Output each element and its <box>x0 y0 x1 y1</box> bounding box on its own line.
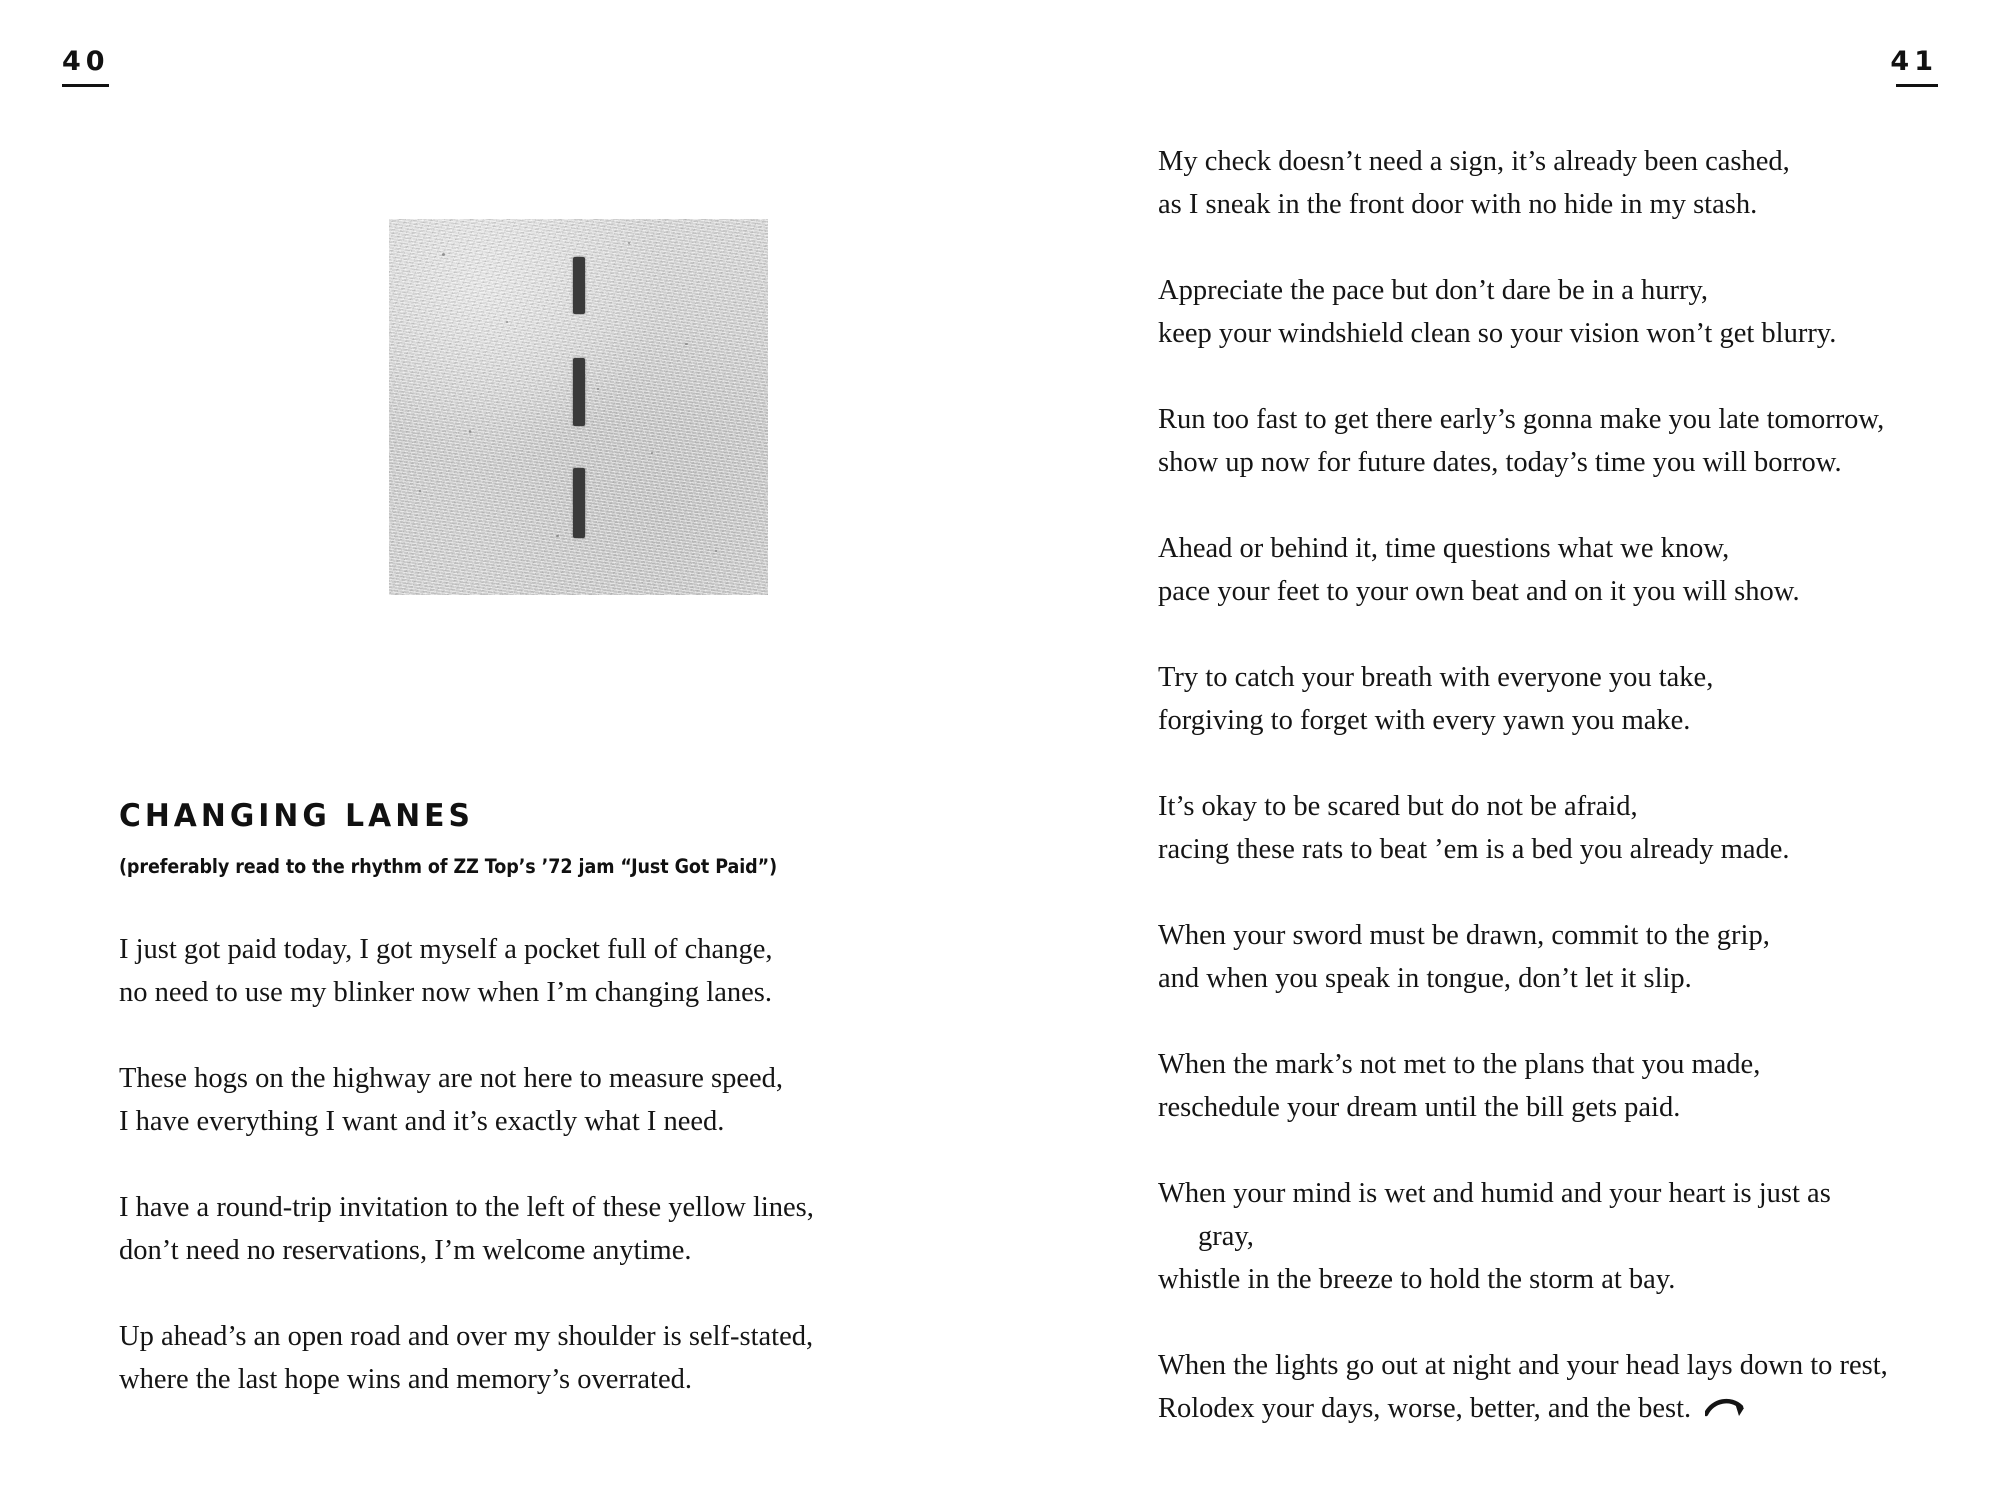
poem-stanza <box>119 1186 949 1272</box>
poem-heading <box>119 799 939 878</box>
poem-line: no need to use my blinker now when I’m changing lanes. <box>119 977 772 1008</box>
paper-fleck <box>442 253 445 256</box>
poem-stanza <box>1158 140 1948 226</box>
poem-line: show up now for future dates, today’s time you will borrow. <box>1158 447 1842 478</box>
page-number-left <box>62 48 110 96</box>
poem-line: My check doesn’t need a sign, it’s already been cashed, <box>1158 146 1790 177</box>
poem-line: Rolodex your days, worse, better, and the best. <box>1158 1387 1948 1430</box>
poem-stanza <box>1158 1344 1948 1430</box>
poem-body-left <box>119 928 949 1401</box>
poem-subtitle: (preferably read to the rhythm of ZZ Top’s ’72 jam “Just Got Paid”) <box>119 855 778 879</box>
poem-stanza <box>119 1057 949 1143</box>
poem-stanza <box>119 928 949 1014</box>
poem-line: pace your feet to your own beat and on it you will show. <box>1158 576 1800 607</box>
paper-fleck <box>469 430 471 433</box>
paper-fleck <box>506 321 508 323</box>
poem-stanza <box>119 1315 949 1401</box>
lane-markings-illustration <box>389 219 768 595</box>
poem-stanza <box>1158 656 1948 742</box>
page-number-left-value: 40 <box>62 46 110 77</box>
poem-stanza <box>1158 527 1948 613</box>
paper-fleck <box>419 490 421 492</box>
poem-line: forgiving to forget with every yawn you make. <box>1158 705 1691 736</box>
poem-line: reschedule your dream until the bill gets paid. <box>1158 1092 1681 1123</box>
curved-arrow-icon <box>1705 1395 1751 1421</box>
poem-stanza <box>1158 398 1948 484</box>
page-number-right <box>1890 48 1938 96</box>
page-number-right-value: 41 <box>1890 46 1938 77</box>
poem-line: Appreciate the pace but don’t dare be in a hurry, <box>1158 275 1708 306</box>
poem-line: racing these rats to beat ’em is a bed you already made. <box>1158 834 1790 865</box>
paper-fleck <box>556 535 559 537</box>
poem-line: It’s okay to be scared but do not be afraid, <box>1158 791 1638 822</box>
poem-line: When your mind is wet and humid and your heart is just as <box>1158 1178 1831 1209</box>
poem-stanza <box>1158 269 1948 355</box>
poem-line: don’t need no reservations, I’m welcome anytime. <box>119 1235 692 1266</box>
lane-dash-2 <box>573 358 585 426</box>
page-number-left-rule <box>62 84 109 87</box>
lane-dash-3 <box>573 468 585 538</box>
poem-line: Up ahead’s an open road and over my shoulder is self-stated, <box>119 1321 814 1352</box>
poem-line: where the last hope wins and memory’s overrated. <box>119 1364 692 1395</box>
poem-stanza <box>1158 1172 1948 1301</box>
poem-line: whistle in the breeze to hold the storm at bay. <box>1158 1264 1676 1295</box>
poem-line: When the mark’s not met to the plans that you made, <box>1158 1049 1761 1080</box>
poem-line: gray, <box>1198 1221 1254 1252</box>
poem-line: I have everything I want and it’s exactly what I need. <box>119 1106 725 1137</box>
paper-fleck <box>651 452 653 454</box>
poem-line: Ahead or behind it, time questions what we know, <box>1158 533 1730 564</box>
poem-stanza <box>1158 1043 1948 1129</box>
poem-stanza <box>1158 914 1948 1000</box>
poem-line: When the lights go out at night and your head lays down to rest, <box>1158 1350 1888 1381</box>
paper-fleck <box>715 550 717 552</box>
paper-fleck <box>597 388 599 390</box>
poem-line: These hogs on the highway are not here to measure speed, <box>119 1063 783 1094</box>
poem-body-right <box>1158 140 1948 1430</box>
page-number-right-rule <box>1896 84 1938 87</box>
poem-line: Run too fast to get there early’s gonna make you late tomorrow, <box>1158 404 1885 435</box>
poem-line: When your sword must be drawn, commit to the grip, <box>1158 920 1770 951</box>
paper-fleck <box>628 242 630 244</box>
poem-line: I just got paid today, I got myself a pocket full of change, <box>119 934 773 965</box>
poem-title: CHANGING LANES <box>119 798 475 834</box>
poem-line: as I sneak in the front door with no hide in my stash. <box>1158 189 1758 220</box>
poem-line: keep your windshield clean so your vision won’t get blurry. <box>1158 318 1837 349</box>
lane-dash-1 <box>573 257 585 314</box>
poem-stanza <box>1158 785 1948 871</box>
poem-line: I have a round-trip invitation to the left of these yellow lines, <box>119 1192 814 1223</box>
poem-line: Try to catch your breath with everyone you take, <box>1158 662 1714 693</box>
paper-fleck <box>685 343 688 345</box>
poem-line: and when you speak in tongue, don’t let it slip. <box>1158 963 1692 994</box>
